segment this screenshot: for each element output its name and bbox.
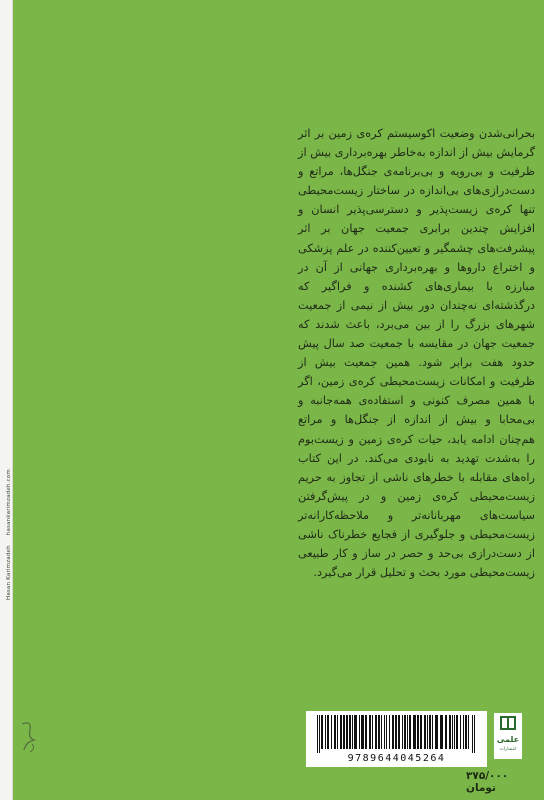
- barcode-bar: [369, 715, 371, 749]
- barcode-bar: [384, 715, 385, 749]
- barcode-bar: [349, 715, 351, 749]
- barcode-bar: [334, 715, 336, 749]
- barcode-bar: [429, 715, 431, 749]
- barcode-bar: [460, 715, 461, 749]
- barcode-guard-bar: [474, 715, 475, 753]
- barcode-bar: [361, 715, 364, 749]
- barcode-bar: [456, 715, 458, 749]
- barcode-bar: [417, 715, 419, 749]
- designer-signature-icon: [18, 716, 40, 756]
- barcode-bar: [378, 715, 380, 749]
- barcode-guard-bar: [472, 715, 473, 753]
- barcode-bar: [424, 715, 426, 749]
- barcode-bar: [407, 715, 408, 749]
- barcode-bar: [337, 715, 338, 749]
- barcode-bar: [331, 715, 332, 749]
- barcode-bar: [432, 715, 433, 749]
- designer-website: hasankarimzadeh.com: [6, 469, 12, 536]
- designer-credit: [6, 461, 12, 600]
- barcode-bar: [435, 715, 438, 749]
- barcode-bar: [440, 715, 443, 749]
- price-label: ۳۷۵/۰۰۰ تومان: [466, 770, 509, 794]
- barcode-bar: [352, 715, 353, 749]
- barcode-bar: [375, 715, 377, 749]
- barcode-bar: [327, 715, 329, 749]
- barcode-bars: [315, 715, 478, 753]
- barcode-bar: [452, 715, 453, 749]
- barcode-bar: [449, 715, 451, 749]
- barcode-bar: [398, 715, 400, 749]
- isbn-digits: 9789644045264: [347, 753, 446, 764]
- barcode-bar: [359, 715, 360, 749]
- barcode-bar: [343, 715, 345, 749]
- barcode-bar: [321, 715, 323, 749]
- barcode-bar: [454, 715, 455, 749]
- barcode-bar: [346, 715, 348, 749]
- barcode-bar: [465, 715, 467, 749]
- barcode: [306, 711, 487, 767]
- barcode-bar: [372, 715, 373, 749]
- barcode-bar: [381, 715, 382, 749]
- barcode-guard-bar: [317, 715, 318, 753]
- barcode-bar: [392, 715, 394, 749]
- barcode-bar: [445, 715, 447, 749]
- designer-name: Hasan Karimzadeh: [6, 545, 12, 600]
- barcode-bar: [386, 715, 387, 749]
- barcode-bar: [420, 715, 422, 749]
- publisher-logo: [494, 713, 522, 759]
- barcode-bar: [463, 715, 464, 749]
- barcode-bar: [365, 715, 367, 749]
- cover-description: [298, 124, 535, 724]
- cover-spine-edge: [0, 0, 13, 800]
- barcode-bar: [395, 715, 397, 749]
- book-logo-icon: [499, 715, 517, 731]
- barcode-bar: [325, 715, 326, 749]
- publisher-subtitle: انتشارات: [499, 747, 517, 752]
- barcode-bar: [409, 715, 411, 749]
- barcode-bar: [389, 715, 390, 749]
- cover-paragraph: بحرانی‌شدن وضعیت اکوسیستم کره‌ی زمین بر اثر گرمایش بیش از اندازه به‌خاطر بهره‌برداری بیش از ظرفیت و بی‌رویه و بی‌برنامه‌ی جنگل‌ها، مراتع و دست‌درازی‌های بی‌اندازه در ساختار زیست‌محیطی تنها کره‌ی زیست‌پذیر و دسترسی‌پذیر انسان و افزایش چندین برابری جمعیت جهان بر اثر پیشرفت‌های چشمگیر و تعیین‌کننده در علم پزشکی و اختراع داروها و بهره‌برداری جهانی از آن در مبارزه با بیماری‌های کشنده و فراگیر که درگذشته‌ای نه‌چندان دور بیش از نیمی از جمعیت شهرهای بزرگ را از بین می‌برد، باعث شدند که جمعیت جهان در مقایسه با جمعیت صد سال پیش حدود هفت برابر شود. همین جمعیت بیش از ظرفیت و امکانات زیست‌محیطی کره‌ی زمین، اگر با همین مصرف کنونی و استفاده‌ی همه‌جانبه و بی‌محابا و بیش از اندازه از جنگل‌ها و مراتع هم‌چنان ادامه یابد، حیات کره‌ی زمین و زیست‌بوم را به‌شدت تهدید به نابودی می‌کند. در این کتاب راه‌های مقابله با خطرهای ناشی از تجاوز به حریم زیست‌محیطی کره‌ی زمین و در پیش‌گرفتن سیاست‌های مهربانانه‌تر و ملاحظه‌کارانه‌تر زیست‌محیطی و جلوگیری از فجایع خطرناک ناشی از دست‌درازی بی‌حد و حصر در ساز و کار طبیعی زیست‌محیطی مورد بحث و تحلیل قرار می‌گیرد.: [298, 127, 535, 580]
- barcode-bar: [468, 715, 469, 749]
- barcode-bar: [354, 715, 357, 749]
- barcode-bar: [404, 715, 406, 749]
- barcode-bar: [427, 715, 428, 749]
- publisher-name: علمی: [496, 735, 520, 744]
- barcode-guard-bar: [319, 715, 320, 753]
- barcode-bar: [413, 715, 416, 749]
- barcode-bar: [402, 715, 403, 749]
- barcode-bar: [340, 715, 342, 749]
